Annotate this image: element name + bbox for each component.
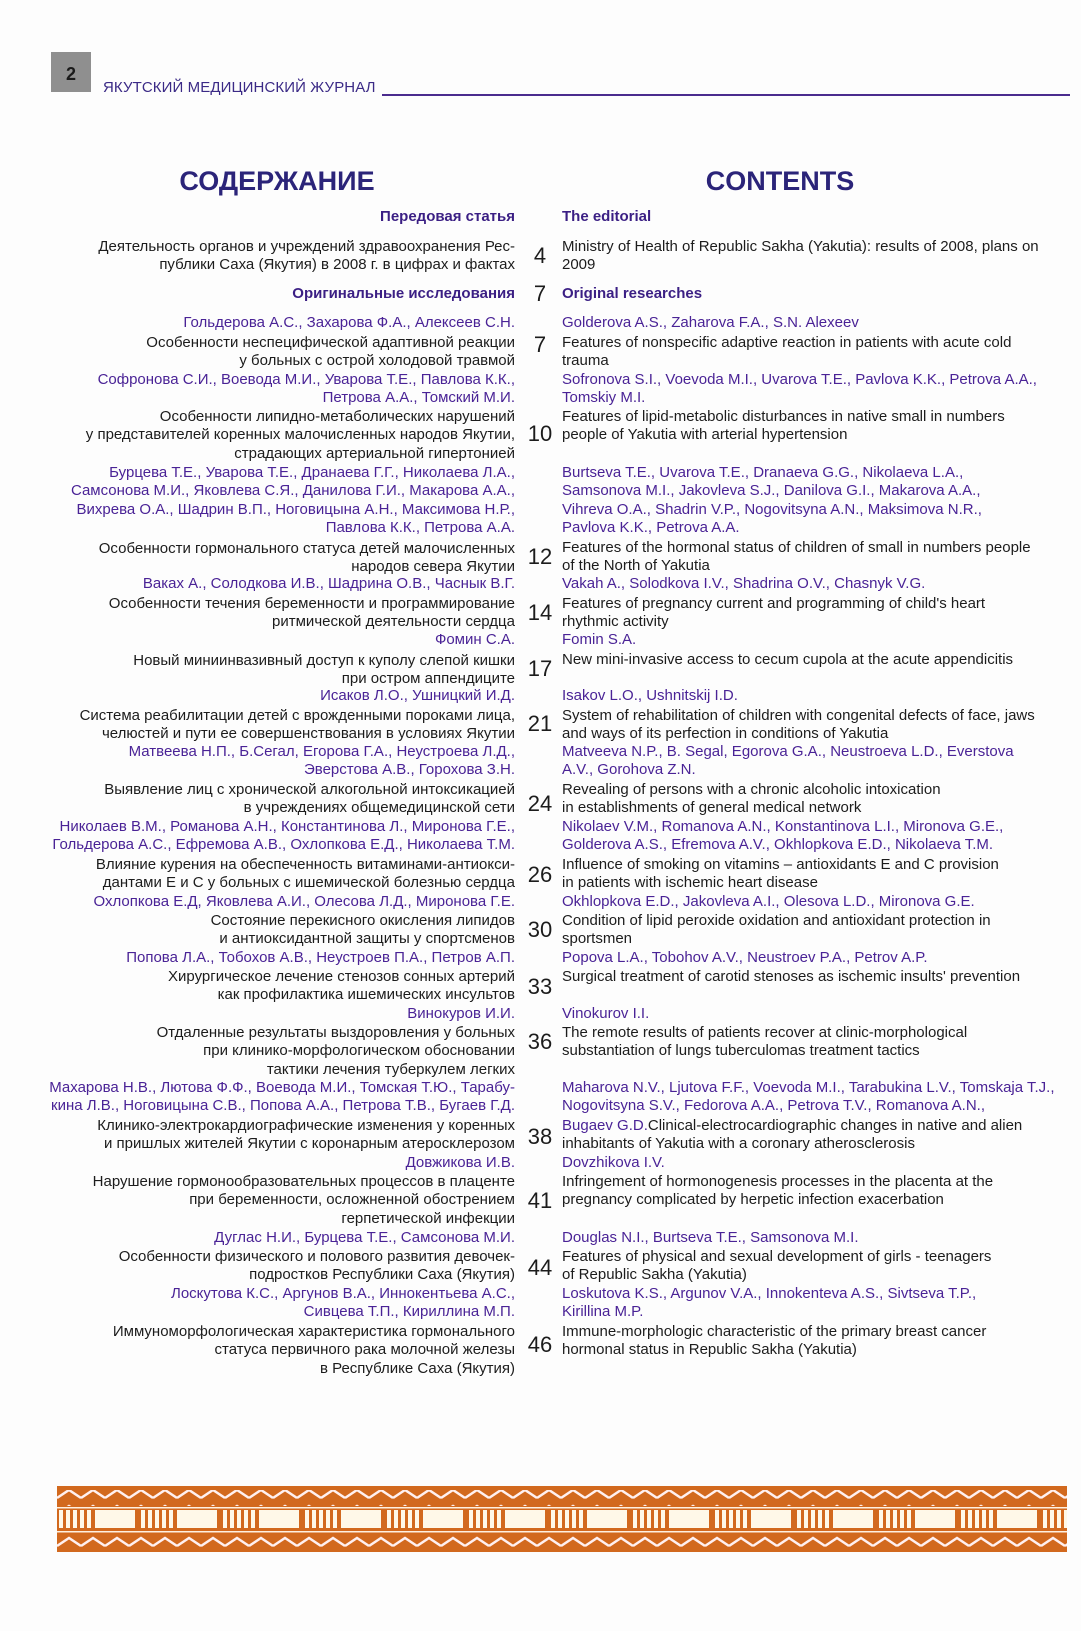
article-authors-ru[interactable]: Лоскутова К.С., Аргунов В.А., Иннокентьева А.С., Сивцева Т.П., Кириллина М.П.	[171, 1284, 515, 1321]
article-title-en-text: Features of pregnancy current and programming of child's heart rhythmic activity	[562, 594, 986, 631]
article-title-en[interactable]	[562, 539, 1072, 576]
article-title-ru[interactable]: Иммуноморфологическая характеристика гормонального статуса первичного рака молочной железы в Республике Саха (Якутия)	[112, 1322, 515, 1377]
page-number-badge: 2	[51, 52, 91, 92]
article-title-en[interactable]	[562, 856, 1072, 893]
article-page-number: 24	[527, 791, 553, 816]
article-authors-ru[interactable]: Махарова Н.В., Лютова Ф.Ф., Воевода М.И., Томская Т.Ю., Тарабу- кина Л.В., Ноговицына С.В., Попова А.А., Петрова Т.В., Бугаев Г.Д.	[49, 1078, 515, 1115]
article-authors-en[interactable]: Vakah A., Solodkova I.V., Shadrina O.V., Chasnyk V.G.	[562, 574, 926, 592]
article-authors-ru[interactable]: Бурцева Т.Е., Уварова Т.Е., Дранаева Г.Г., Николаева Л.А., Самсонова М.И., Яковлева С.Я., Данилова Г.И., Макарова А.А., Вихрева О.А., Шадрин В.П., Ноговицына А.Н., Максимова Н.Р., Павлова К.К., Петрова А.А.	[70, 463, 515, 537]
article-page-number: 46	[527, 1332, 553, 1357]
contents-title-en: CONTENTS	[705, 166, 855, 196]
article-title-en-text: Immune-morphologic characteristic of the primary breast cancer hormonal status in Republic Sakha (Yakutia)	[562, 1322, 987, 1359]
article-title-en-text: The remote results of patients recover at clinic-morphological substantiation of lungs tuberculomas treatment tactics	[562, 1023, 968, 1060]
article-title-en-text: System of rehabilitation of children with congenital defects of face, jaws and ways of its perfection in conditions of Yakutia	[562, 706, 1035, 743]
article-title-en[interactable]	[562, 781, 1072, 818]
article-title-en-text: New mini-invasive access to cecum cupola at the acute appendicitis	[562, 650, 1014, 668]
ornament-border	[57, 1486, 1067, 1552]
article-title-en[interactable]	[562, 238, 1072, 275]
article-authors-ru[interactable]: Фомин С.А.	[434, 630, 515, 648]
article-title-en[interactable]	[562, 1117, 1072, 1154]
article-authors-ru[interactable]: Софронова С.И., Воевода М.И., Уварова Т.Е., Павлова К.К., Петрова А.А., Томский М.И.	[97, 370, 515, 407]
article-page-number: 12	[527, 544, 553, 569]
article-authors-en[interactable]: Matveeva N.P., B. Segal, Egorova G.A., Neustroeva L.D., Everstova A.V., Gorohova Z.N.	[562, 742, 1014, 779]
article-authors-ru[interactable]: Охлопкова Е.Д, Яковлева А.И., Олесова Л.Д., Миронова Г.Е.	[93, 892, 515, 910]
article-authors-ru[interactable]: Попова Л.А., Тобохов А.В., Неустроев П.А., Петров А.П.	[126, 948, 515, 966]
article-page-number: 41	[527, 1188, 553, 1213]
section-heading-ru: Оригинальные исследования	[292, 284, 515, 302]
article-title-en[interactable]	[562, 1173, 1072, 1210]
article-authors-ru[interactable]: Довжикова И.В.	[405, 1153, 515, 1171]
journal-title: ЯКУТСКИЙ МЕДИЦИНСКИЙ ЖУРНАЛ	[103, 79, 376, 96]
article-authors-en[interactable]: Dovzhikova I.V.	[562, 1153, 665, 1171]
article-title-en[interactable]	[562, 1024, 1072, 1061]
article-authors-en[interactable]: Popova L.A., Tobohov A.V., Neustroev P.A., Petrov A.P.	[562, 948, 928, 966]
article-page-number: 33	[527, 974, 553, 999]
article-title-en[interactable]	[562, 912, 1072, 949]
contents-title-ru: СОДЕРЖАНИЕ	[179, 166, 375, 196]
article-title-en[interactable]	[562, 651, 1072, 670]
article-page-number: 4	[533, 243, 547, 268]
article-authors-ru[interactable]: Матвеева Н.П., Б.Сегал, Егорова Г.А., Неустроева Л.Д., Эверстова А.В., Горохова З.Н.	[128, 742, 515, 779]
article-authors-en[interactable]: Isakov L.O., Ushnitskij I.D.	[562, 686, 738, 704]
article-title-ru[interactable]: Особенности гормонального статуса детей малочисленных народов севера Якутии	[98, 539, 515, 576]
article-title-ru[interactable]: Влияние курения на обеспеченность витаминами-антиокси- дантами Е и С у больных с ишемической болезнью сердца	[95, 855, 515, 892]
section-page-number: 7	[533, 281, 547, 306]
article-title-ru[interactable]: Особенности течения беременности и программирование ритмической деятельности сердца	[108, 594, 515, 631]
article-title-ru[interactable]: Система реабилитации детей с врожденными пороками лица, челюстей и пути ее совершенствования в условиях Якутии	[79, 706, 515, 743]
article-title-ru[interactable]: Деятельность органов и учреждений здравоохранения Рес- публики Саха (Якутия) в 2008 г. в цифрах и фактах	[98, 237, 515, 274]
article-page-number: 26	[527, 862, 553, 887]
article-title-en-text: Features of nonspecific adaptive reaction in patients with acute cold trauma	[562, 333, 1012, 370]
article-page-number: 38	[527, 1124, 553, 1149]
article-title-ru[interactable]: Особенности физического и полового развития девочек- подростков Республики Саха (Якутия)	[118, 1247, 515, 1284]
article-authors-en[interactable]: Fomin S.A.	[562, 630, 637, 648]
article-page-number: 10	[527, 421, 553, 446]
article-authors-en-inline[interactable]: Bugaev G.D.	[562, 1116, 648, 1134]
section-heading-ru: Передовая статья	[380, 207, 515, 225]
article-title-en-text: Features of physical and sexual development of girls - teenagers of Republic Sakha (Yakutia)	[562, 1247, 992, 1284]
article-authors-en[interactable]: Okhlopkova E.D., Jakovleva A.I., Olesova L.D., Mironova G.E.	[562, 892, 975, 910]
article-title-en-text: Features of lipid-metabolic disturbances in native small in numbers people of Yakutia with arterial hypertension	[562, 407, 1005, 444]
article-page-number: 44	[527, 1255, 553, 1280]
article-title-en-text: Infringement of hormonogenesis processes in the placenta at the pregnancy complicated by herpetic infection exacerbation	[562, 1172, 994, 1209]
article-title-ru[interactable]: Хирургическое лечение стенозов сонных артерий как профилактика ишемических инсультов	[168, 967, 515, 1004]
article-title-en-text: Revealing of persons with a chronic alcoholic intoxication in establishments of general medical network	[562, 780, 941, 817]
article-authors-en[interactable]: Loskutova K.S., Argunov V.A., Innokenteva A.S., Sivtseva T.P., Kirillina M.P.	[562, 1284, 977, 1321]
article-title-ru[interactable]: Состояние перекисного окисления липидов и антиоксидантной защиты у спортсменов	[210, 911, 515, 948]
article-title-en-text: Features of the hormonal status of children of small in numbers people of the North of Yakutia	[562, 538, 1031, 575]
article-authors-en[interactable]: Sofronova S.I., Voevoda M.I., Uvarova T.E., Pavlova K.K., Petrova A.A., Tomskiy M.I.	[562, 370, 1037, 407]
article-page-number: 17	[527, 656, 553, 681]
article-authors-en[interactable]: Maharova N.V., Ljutova F.F., Voevoda M.I., Tarabukina L.V., Tomskaja T.J., Nogovitsyna S.V., Fedorova A.A., Petrova T.V., Romanova A.N.,	[562, 1078, 1055, 1115]
article-title-en[interactable]	[562, 1248, 1072, 1285]
section-heading-en: The editorial	[562, 207, 652, 225]
article-title-ru[interactable]: Особенности липидно-метаболических нарушений у представителей коренных малочисленных народов Якутии, страдающих артериальной гипертонией	[85, 407, 515, 462]
article-page-number: 7	[533, 332, 547, 357]
article-authors-ru[interactable]: Исаков Л.О., Ушницкий И.Д.	[320, 686, 515, 704]
article-authors-ru[interactable]: Винокуров И.И.	[407, 1004, 515, 1022]
article-title-en-text: Influence of smoking on vitamins – antioxidants E and C provision in patients with ischemic heart disease	[562, 855, 999, 892]
article-title-en-text: Clinical-electrocardiographic changes in native and alien inhabitants of Yakutia with a coronary atherosclerosis	[562, 1116, 1023, 1153]
article-title-en-text: Condition of lipid peroxide oxidation and antioxidant protection in sportsmen	[562, 911, 991, 948]
article-title-ru[interactable]: Выявление лиц с хронической алкогольной интоксикацией в учреждениях общемедицинской сети	[104, 780, 515, 817]
article-authors-en[interactable]: Golderova A.S., Zaharova F.A., S.N. Alexeev	[562, 313, 859, 331]
header-rule	[382, 94, 1070, 96]
article-title-ru[interactable]: Новый миниинвазивный доступ к куполу слепой кишки при остром аппендиците	[133, 651, 515, 688]
article-title-ru[interactable]: Нарушение гормонообразовательных процессов в плаценте при беременности, осложненной обострением герпетической инфекции	[92, 1172, 515, 1227]
article-page-number: 36	[527, 1029, 553, 1054]
article-title-ru[interactable]: Отдаленные результаты выздоровления у больных при клинико-морфологическом обосновании тактики лечения туберкулем легких	[156, 1023, 515, 1078]
article-title-en-text: Ministry of Health of Republic Sakha (Yakutia): results of 2008, plans on 2009	[562, 237, 1039, 274]
article-title-en[interactable]	[562, 968, 1072, 987]
article-authors-en[interactable]: Burtseva T.E., Uvarova T.E., Dranaeva G.G., Nikolaeva L.A., Samsonova M.I., Jakovleva S.J., Danilova G.I., Makarova A.A., Vihreva O.A., Shadrin V.P., Nogovitsyna A.N., Maksimova N.R., Pavlova K.K., Petrova A.A.	[562, 463, 982, 537]
article-authors-en[interactable]: Vinokurov I.I.	[562, 1004, 650, 1022]
article-authors-ru[interactable]: Николаев В.М., Романова А.Н., Константинова Л., Миронова Г.Е., Гольдерова А.С., Ефремова А.В., Охлопкова Е.Д., Николаева Т.М.	[52, 817, 515, 854]
article-authors-ru[interactable]: Ваках А., Солодкова И.В., Шадрина О.В., Часнык В.Г.	[142, 574, 515, 592]
article-authors-ru[interactable]: Гольдерова А.С., Захарова Ф.А., Алексеев С.Н.	[183, 313, 515, 331]
article-title-ru[interactable]: Клинико-электрокардиографические изменения у коренных и пришлых жителей Якутии с коронарным атеросклерозом	[97, 1116, 515, 1153]
article-title-en[interactable]	[562, 707, 1072, 744]
article-page-number: 14	[527, 600, 553, 625]
article-authors-en[interactable]: Douglas N.I., Burtseva T.E., Samsonova M.I.	[562, 1228, 859, 1246]
article-title-en-text: Surgical treatment of carotid stenoses as ischemic insults' prevention	[562, 967, 1021, 985]
article-title-en[interactable]	[562, 334, 1072, 371]
article-authors-en[interactable]: Nikolaev V.M., Romanova A.N., Konstantinova L.I., Mironova G.E., Golderova A.S., Efremova A.V., Okhlopkova E.D., Nikolaeva T.M.	[562, 817, 1004, 854]
article-title-en[interactable]	[562, 595, 1072, 632]
article-page-number: 21	[527, 711, 553, 736]
section-heading-en: Original researches	[562, 284, 703, 302]
article-title-en[interactable]	[562, 1323, 1072, 1360]
article-title-ru[interactable]: Особенности неспецифической адаптивной реакции у больных с острой холодовой травмой	[146, 333, 515, 370]
article-page-number: 30	[527, 917, 553, 942]
article-title-en[interactable]	[562, 408, 1072, 445]
article-authors-ru[interactable]: Дуглас Н.И., Бурцева Т.Е., Самсонова М.И.	[214, 1228, 515, 1246]
